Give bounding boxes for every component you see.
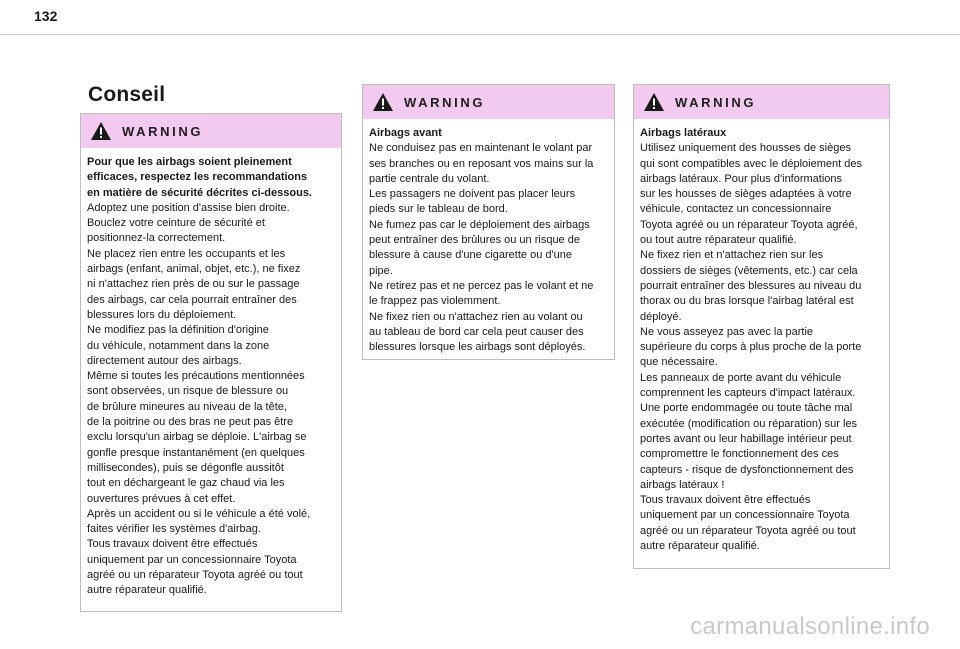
warning-text-line: le frappez pas violemment. bbox=[369, 295, 501, 308]
warning-text-line: airbags (enfant, animal, objet, etc.), ne fixez bbox=[87, 263, 301, 276]
warning-text-line: directement autour des airbags. bbox=[87, 354, 242, 367]
warning-text-line: Ne fumez pas car le déploiement des airbags bbox=[369, 218, 590, 231]
warning-text-line: blessures lors du déploiement. bbox=[87, 308, 237, 321]
warning-text-line: des airbags, car cela pourrait entraîner des bbox=[87, 293, 297, 306]
warning-text-line: Tous travaux doivent être effectués bbox=[87, 538, 258, 551]
warning-text-line: pieds sur le tableau de bord. bbox=[369, 203, 508, 216]
warning-text-line: que nécessaire. bbox=[640, 356, 718, 369]
warning-text-line: autre réparateur qualifié. bbox=[640, 540, 760, 553]
warning-text-line: ou tout autre réparateur qualifié. bbox=[640, 234, 797, 247]
warning-text-line: tout en déchargeant le gaz chaud via les bbox=[87, 477, 285, 490]
warning-label: WARNING bbox=[675, 94, 757, 110]
warning-text-line: ni n'attachez rien près de ou sur le passage bbox=[87, 278, 300, 291]
warning-text-line: pipe. bbox=[369, 264, 393, 277]
warning-text-line: airbags latéraux ! bbox=[640, 478, 725, 491]
warning-text-line: partie centrale du volant. bbox=[369, 172, 490, 185]
warning-text-line: agréé ou un réparateur Toyota agréé ou tout bbox=[87, 569, 303, 582]
warning-text-line: pourrait entraîner des blessures au niveau du bbox=[640, 279, 862, 292]
warning-text-line: gonfle presque instantanément (en quelques bbox=[87, 446, 305, 459]
warning-text-line: exclu lorsqu'un airbag se déploie. L'airbag se bbox=[87, 431, 307, 444]
warning-text-line: Ne retirez pas et ne percez pas le volant et ne bbox=[369, 279, 594, 292]
warning-text-line: du véhicule, notamment dans la zone bbox=[87, 339, 270, 352]
warning-body bbox=[81, 148, 341, 599]
warning-text-line: Pour que les airbags soient pleinement bbox=[87, 156, 292, 168]
warning-text-line: qui sont compatibles avec le déploiement des bbox=[640, 157, 862, 170]
warning-text-line: Ne placez rien entre les occupants et les bbox=[87, 247, 286, 260]
warning-box-general bbox=[80, 113, 342, 612]
warning-text-line: positionnez-la correctement. bbox=[87, 232, 226, 245]
warning-text-line: portes avant ou leur habillage intérieur peut bbox=[640, 432, 852, 445]
warning-text-line: Adoptez une position d'assise bien droite. bbox=[87, 201, 290, 214]
warning-header bbox=[363, 85, 614, 119]
warning-label: WARNING bbox=[404, 94, 486, 110]
warning-text-line: dossiers de sièges (vêtements, etc.) car cela bbox=[640, 264, 858, 277]
warning-text-line: Les passagers ne doivent pas placer leurs bbox=[369, 188, 576, 201]
warning-text-line: au tableau de bord car cela peut causer des bbox=[369, 325, 584, 338]
warning-text-line: blessure à cause d'une cigarette ou d'une bbox=[369, 249, 572, 262]
warning-text-line: déployé. bbox=[640, 310, 682, 323]
section-title: Conseil bbox=[88, 83, 166, 106]
warning-text-line: agréé ou un réparateur Toyota agréé ou tout bbox=[640, 524, 856, 537]
warning-text-line: ouvertures prévues à cet effet. bbox=[87, 492, 236, 505]
warning-text-line: Toyota agréé ou un réparateur Toyota agréé, bbox=[640, 218, 858, 231]
warning-box-front-airbags bbox=[362, 84, 615, 360]
warning-text-line: efficaces, respectez les recommandations bbox=[87, 171, 308, 184]
warning-text-line: uniquement par un concessionnaire Toyota bbox=[640, 509, 850, 522]
warning-triangle-icon bbox=[90, 121, 112, 141]
warning-text-line: capteurs - risque de dysfonctionnement des bbox=[640, 463, 854, 476]
warning-body bbox=[634, 119, 889, 554]
warning-text-line: Ne conduisez pas en maintenant le volant par bbox=[369, 142, 593, 155]
warning-text-line: Ne modifiez pas la définition d'origine bbox=[87, 324, 269, 337]
warning-text-line: Ne vous asseyez pas avec la partie bbox=[640, 325, 814, 338]
warning-header bbox=[634, 85, 889, 119]
warning-text-line: Tous travaux doivent être effectués bbox=[640, 494, 811, 507]
warning-text-line: uniquement par un concessionnaire Toyota bbox=[87, 553, 297, 566]
warning-text-line: ses branches ou en reposant vos mains sur la bbox=[369, 157, 594, 170]
warning-body bbox=[363, 119, 614, 355]
warning-text-line: véhicule, contactez un concessionnaire bbox=[640, 203, 832, 216]
warning-triangle-icon bbox=[372, 92, 394, 112]
warning-text-line: peut entraîner des brûlures ou un risque de bbox=[369, 234, 580, 247]
warning-triangle-icon bbox=[643, 92, 665, 112]
warning-text-line: Ne fixez rien et n'attachez rien sur les bbox=[640, 249, 824, 262]
warning-text-line: Airbags latéraux bbox=[640, 127, 727, 139]
warning-text-line: sur les housses de sièges adaptées à votre bbox=[640, 188, 852, 201]
warning-label: WARNING bbox=[122, 123, 204, 139]
warning-text-line: blessures lorsque les airbags sont déployés. bbox=[369, 341, 586, 354]
warning-text-line: Les panneaux de porte avant du véhicule bbox=[640, 371, 842, 384]
warning-text-line: autre réparateur qualifié. bbox=[87, 584, 207, 597]
watermark: carmanualsonline.info bbox=[690, 613, 930, 640]
warning-text-line: exécutée (modification ou réparation) sur les bbox=[640, 417, 858, 430]
warning-text-line: Airbags avant bbox=[369, 127, 442, 139]
top-divider bbox=[0, 34, 960, 35]
page-number: 132 bbox=[34, 8, 58, 24]
warning-text-line: thorax ou du bras lorsque l'airbag latéral est bbox=[640, 295, 854, 308]
warning-text-line: millisecondes), puis se dégonfle aussitôt bbox=[87, 461, 284, 474]
warning-text-line: Après un accident ou si le véhicule a été volé, bbox=[87, 507, 311, 520]
warning-text-line: Même si toutes les précautions mentionnées bbox=[87, 370, 305, 383]
warning-text-line: Une porte endommagée ou toute tâche mal bbox=[640, 402, 853, 415]
warning-text-line: compromettre le fonctionnement des ces bbox=[640, 448, 839, 461]
warning-text-line: Utilisez uniquement des housses de sièges bbox=[640, 142, 851, 155]
warning-text-line: Ne fixez rien ou n'attachez rien au volant ou bbox=[369, 310, 583, 323]
warning-header bbox=[81, 114, 341, 148]
warning-text-line: faites vérifier les systèmes d'airbag. bbox=[87, 523, 261, 536]
warning-text-line: de brûlure mineures au niveau de la tête, bbox=[87, 400, 287, 413]
warning-text-line: de la poitrine ou des bras ne peut pas être bbox=[87, 416, 294, 429]
warning-text-line: Bouclez votre ceinture de sécurité et bbox=[87, 217, 265, 230]
warning-text-line: comprennent les capteurs d'impact latéraux. bbox=[640, 387, 856, 400]
warning-text-line: en matière de sécurité décrites ci-dessous. bbox=[87, 186, 312, 199]
warning-text-line: sont observées, un risque de blessure ou bbox=[87, 385, 289, 398]
warning-text-line: supérieure du corps à plus proche de la porte bbox=[640, 341, 862, 354]
warning-box-side-airbags bbox=[633, 84, 890, 569]
warning-text-line: airbags latéraux. Pour plus d'informations bbox=[640, 172, 843, 185]
